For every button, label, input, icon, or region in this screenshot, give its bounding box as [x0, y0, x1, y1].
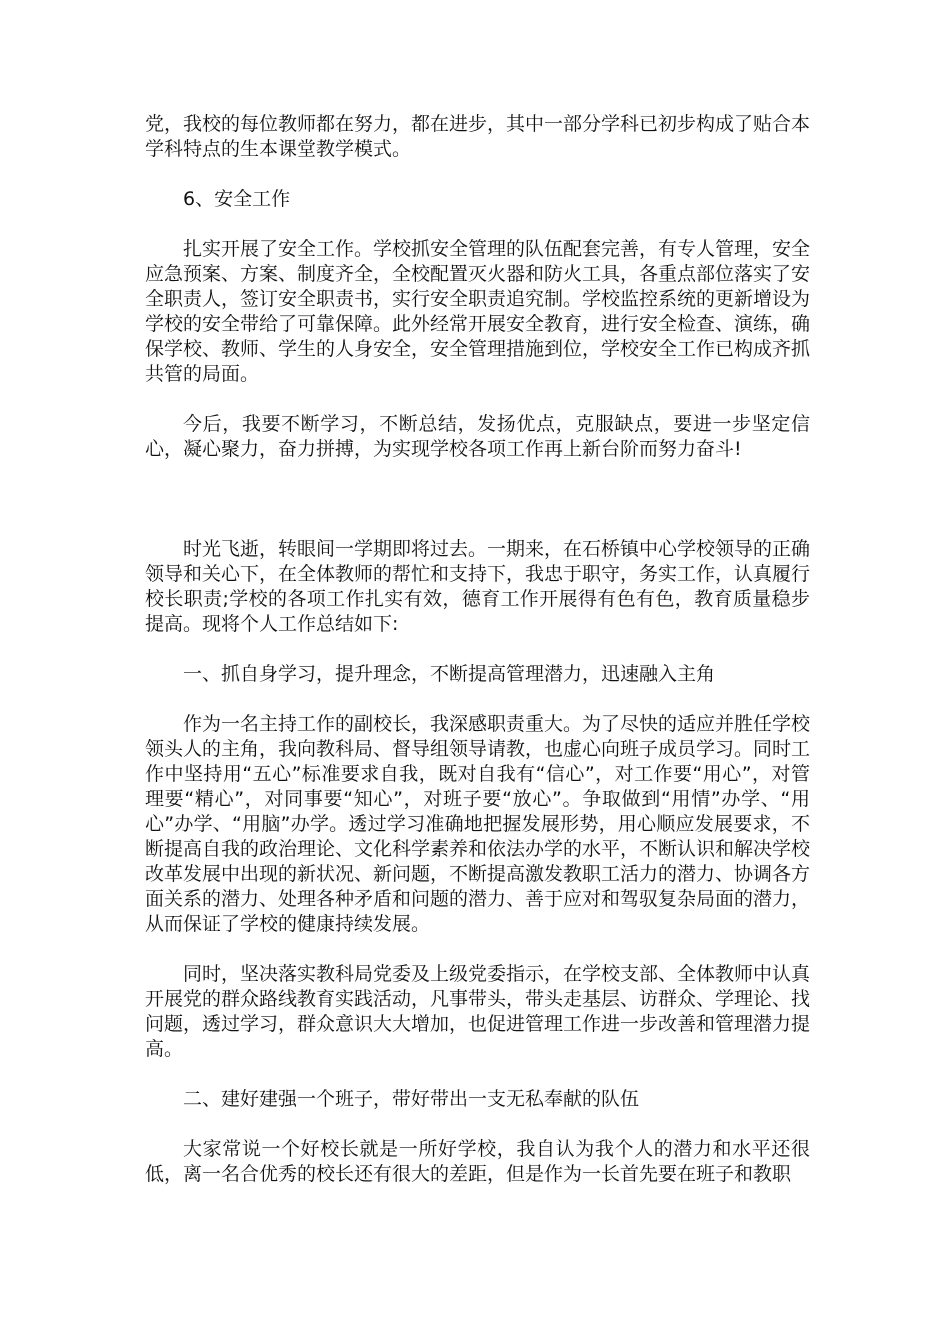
section-heading-study: 一、抓自身学习，提升理念，不断提高管理潜力，迅速融入主角	[183, 663, 716, 685]
paragraph-spacer	[145, 1062, 810, 1087]
section-heading-team: 二、建好建强一个班子，带好带出一支无私奉献的队伍	[183, 1088, 640, 1110]
paragraph-continuation: 党，我校的每位教师都在努力，都在进步，其中一部分学科已初步构成了贴合本学科特点的生本课堂教学模式。	[145, 113, 811, 160]
paragraph-spacer	[145, 1112, 810, 1137]
paragraph-spacer	[145, 387, 810, 412]
section-spacer	[145, 462, 810, 537]
paragraph-safety-work: 扎实开展了安全工作。学校抓安全管理的队伍配套完善，有专人管理，安全应急预案、方案、制度齐全，全校配置灭火器和防火工具，各重点部位落实了安全职责人，签订安全职责书，实行安全职责追究制。学校监控系统的更新增设为学校的安全带给了可靠保障。此外经常开展安全教育，进行安全检查、演练，确保学校、教师、学生的人身安全，安全管理措施到位，学校安全工作已构成齐抓共管的局面。	[145, 238, 811, 385]
paragraph-future-plan: 今后，我要不断学习，不断总结，发扬优点，克服缺点，要进一步坚定信心，凝心聚力，奋力拼搏，为实现学校各项工作再上新台阶而努力奋斗!	[145, 413, 810, 460]
document-page	[145, 112, 810, 1187]
paragraph-spacer	[145, 212, 810, 237]
paragraph-spacer	[145, 162, 810, 187]
paragraph-good-principal: 大家常说一个好校长就是一所好学校，我自认为我个人的潜力和水平还很低，离一名合优秀的校长还有很大的差距，但是作为一长首先要在班子和教职	[145, 1138, 810, 1185]
paragraph-party-work: 同时，坚决落实教科局党委及上级党委指示，在学校支部、全体教师中认真开展党的群众路线教育实践活动，凡事带头，带头走基层、访群众、学理论、找问题，透过学习，群众意识大大增加，也促进管理工作进一步改善和管理潜力提高。	[145, 963, 811, 1060]
paragraph-spacer	[145, 937, 810, 962]
paragraph-spacer	[145, 687, 810, 712]
paragraph-spacer	[145, 637, 810, 662]
paragraph-intro: 时光飞逝，转眼间一学期即将过去。一期来，在石桥镇中心学校领导的正确领导和关心下，在全体教师的帮忙和支持下，我忠于职守，务实工作，认真履行校长职责;学校的各项工作扎实有效，德育工作开展得有色有色，教育质量稳步提高。现将个人工作总结如下:	[145, 538, 811, 635]
section-heading-safety: 6、安全工作	[183, 188, 291, 210]
paragraph-vice-principal: 作为一名主持工作的副校长，我深感职责重大。为了尽快的适应并胜任学校领头人的主角，我向教科局、督导组领导请教，也虚心向班子成员学习。同时工作中坚持用“五心”标准要求自我，既对自我有“信心”，对工作要“用心”，对管理要“精心”，对同事要“知心”，对班子要“放心”。争取做到“用情”办学、“用心”办学、“用脑”办学。透过学习准确地把握发展形势，用心顺应发展要求，不断提高自我的政治理论、文化科学素养和依法办学的水平，不断认识和解决学校改革发展中出现的新状况、新问题，不断提高激发教职工活力的潜力、协调各方面关系的潜力、处理各种矛盾和问题的潜力、善于应对和驾驭复杂局面的潜力，从而保证了学校的健康持续发展。	[145, 713, 811, 935]
